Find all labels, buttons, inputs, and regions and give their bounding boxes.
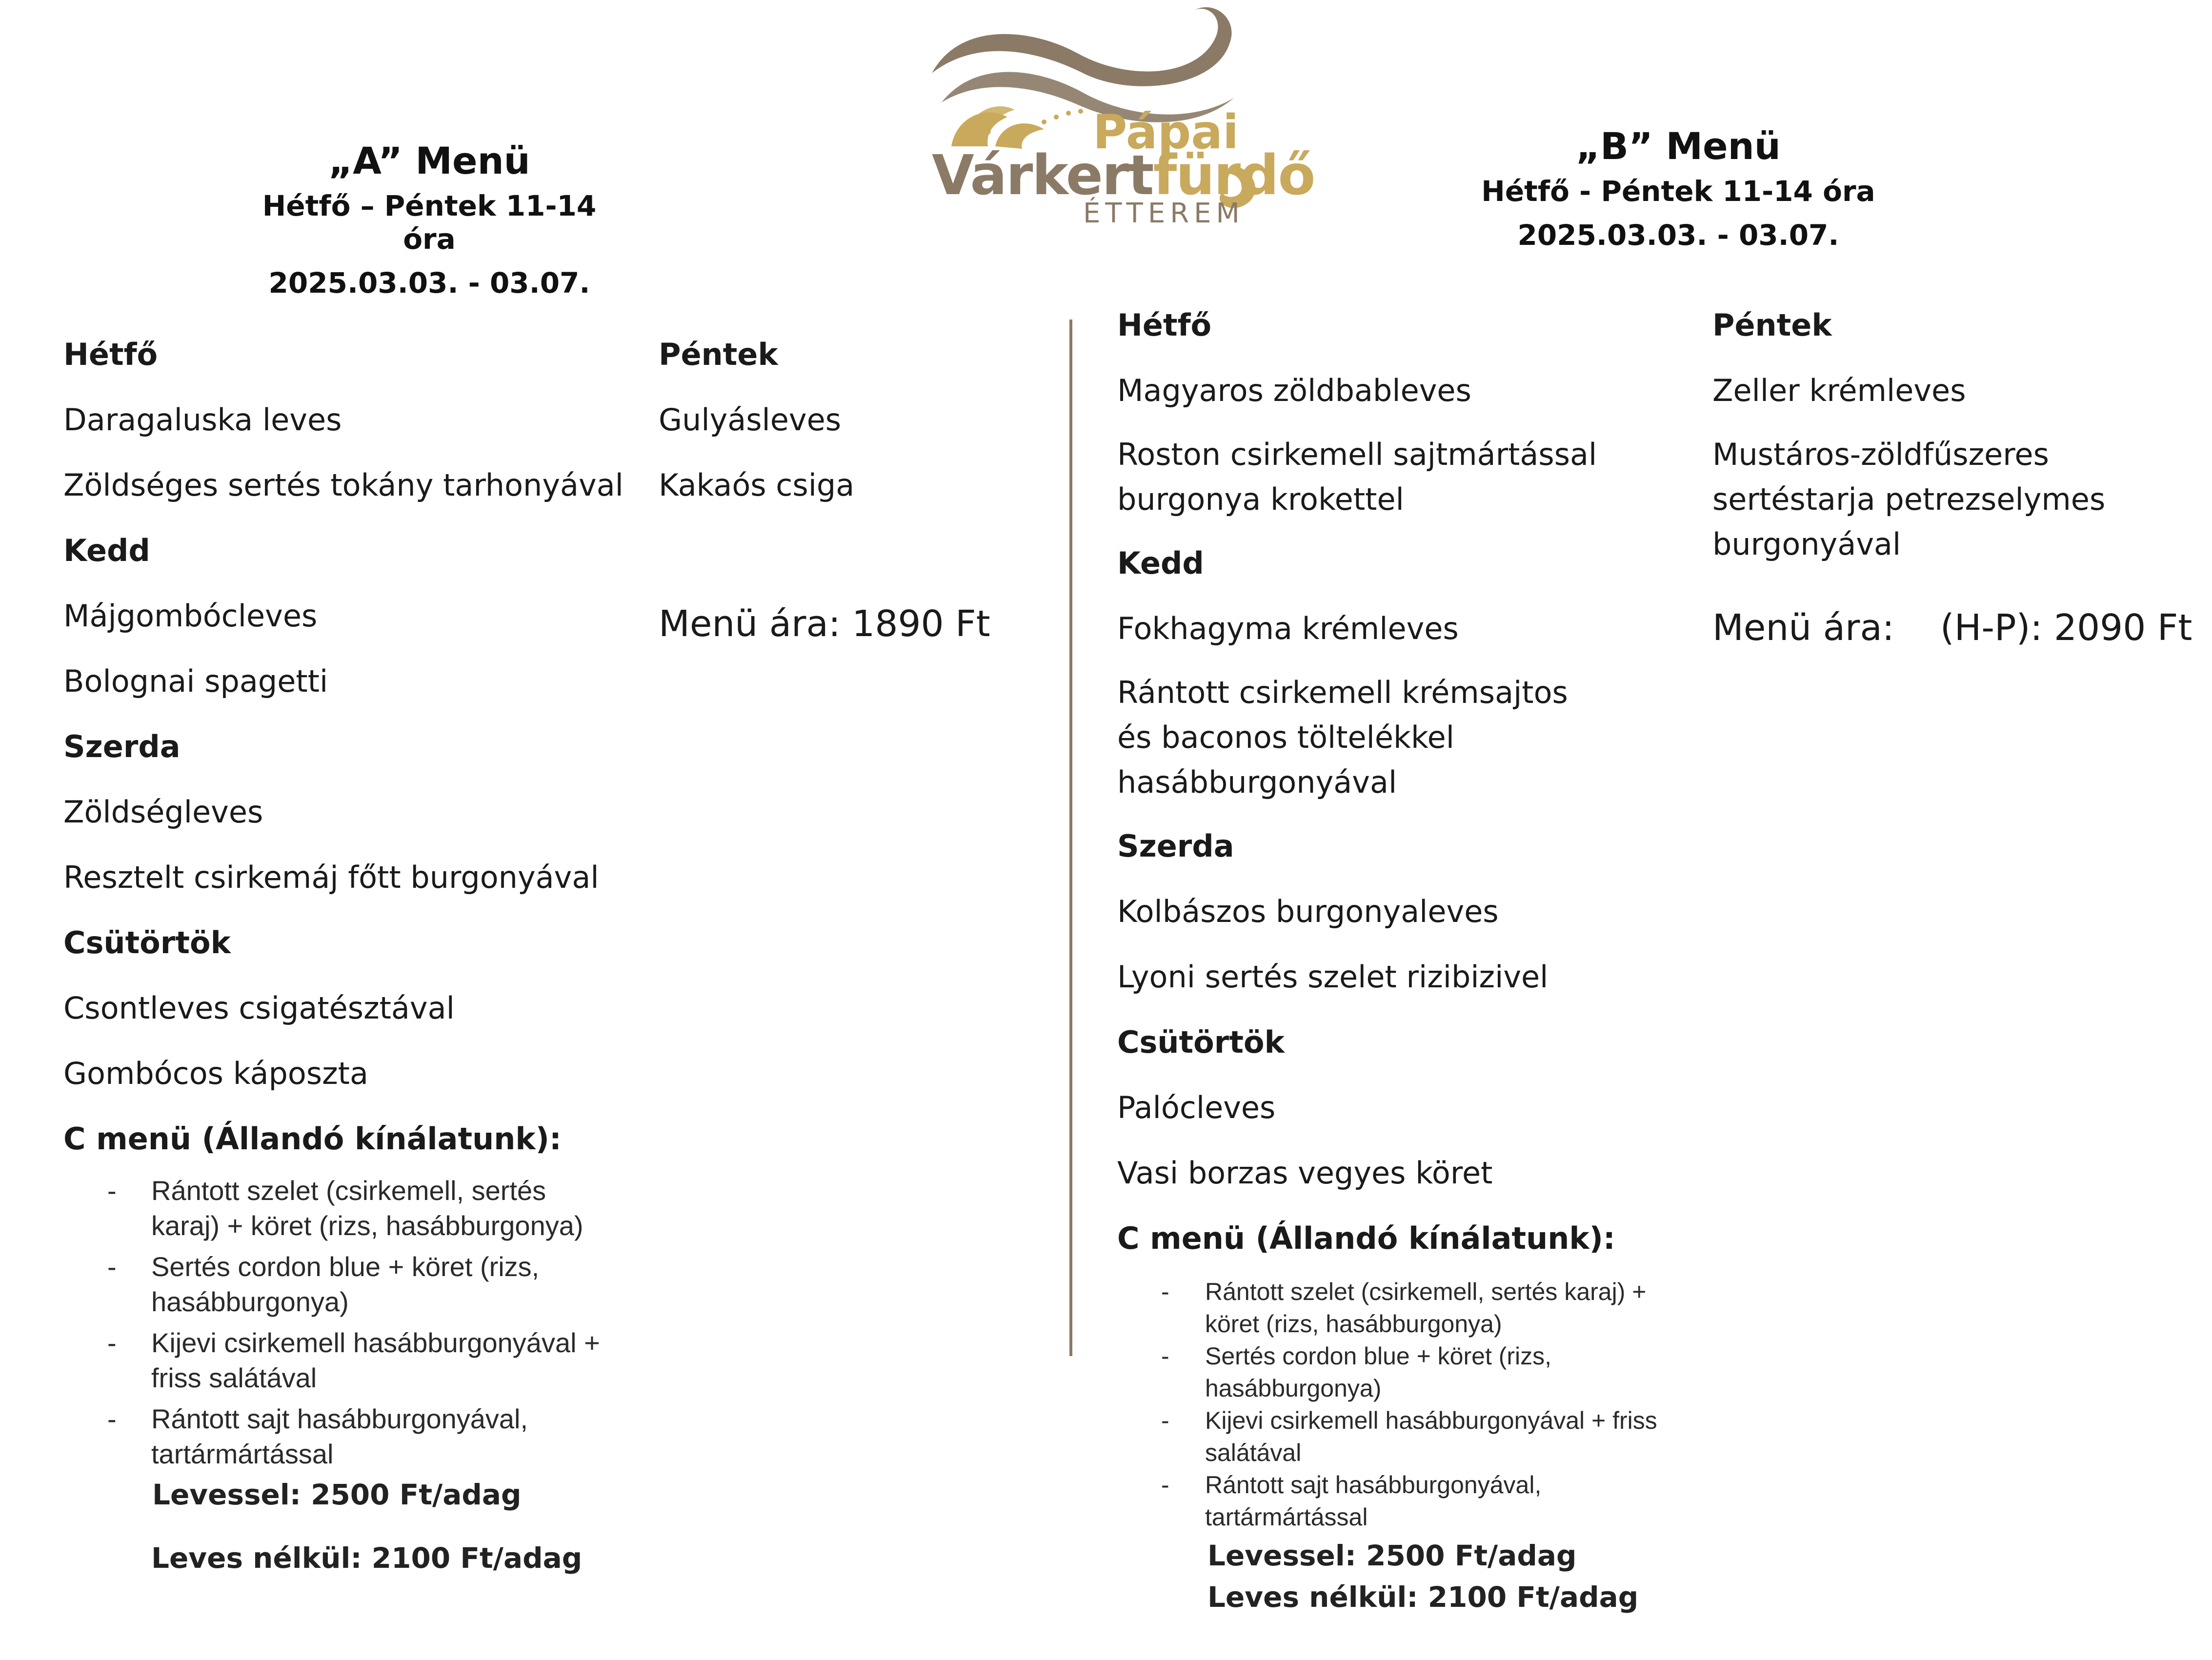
day-heading-monday: Hétfő xyxy=(63,337,158,372)
day-heading-monday: Hétfő xyxy=(1117,307,1212,343)
list-item: - Rántott sajt hasábburgonyával, tartármártással xyxy=(151,1401,615,1472)
menu-item: Zöldségleves xyxy=(63,794,263,830)
menu-a-heading xyxy=(234,139,624,300)
list-item: - Sertés cordon blue + köret (rizs, hasábburgonya) xyxy=(1205,1340,1669,1404)
menu-b-date: 2025.03.03. - 03.07. xyxy=(1517,219,1839,252)
c-menu-heading: C menü (Állandó kínálatunk): xyxy=(63,1121,562,1157)
list-item: - Rántott szelet (csirkemell, sertés karaj) + köret (rizs, hasábburgonya) xyxy=(1205,1276,1669,1340)
menu-a-c-price-with-soup: Levessel: 2500 Ft/adag xyxy=(152,1478,522,1511)
menu-item: Daragaluska leves xyxy=(63,402,342,438)
menu-item: Zeller krémleves xyxy=(1712,373,1966,408)
menu-item: Kolbászos burgonyaleves xyxy=(1117,894,1499,929)
menu-a-subtitle: Hétfő – Péntek 11-14 óra xyxy=(262,189,597,256)
menu-a-c-price-without-soup: Leves nélkül: 2100 Ft/adag xyxy=(151,1541,583,1575)
day-heading-tuesday: Kedd xyxy=(63,533,150,568)
day-heading-tuesday: Kedd xyxy=(1117,545,1204,581)
logo-text-papai: Pápai xyxy=(1093,105,1239,160)
menu-a-days-column xyxy=(63,322,639,1172)
menu-item: Kakaós csiga xyxy=(659,467,855,503)
day-heading-thursday: Csütörtök xyxy=(1117,1024,1285,1060)
day-heading-thursday: Csütörtök xyxy=(63,925,231,960)
menu-item: Fokhagyma krémleves xyxy=(1117,611,1459,646)
menu-b-c-price-with-soup: Levessel: 2500 Ft/adag xyxy=(1207,1539,1577,1572)
menu-b-c-price-without-soup: Leves nélkül: 2100 Ft/adag xyxy=(1207,1580,1639,1614)
list-item: - Sertés cordon blue + köret (rizs, hasábburgonya) xyxy=(151,1249,615,1320)
menu-b-heading xyxy=(1434,124,1922,252)
list-item: - Kijevi csirkemell hasábburgonyával + friss salátával xyxy=(151,1325,615,1396)
menu-a-date: 2025.03.03. - 03.07. xyxy=(268,266,590,300)
menu-a-price: Menü ára: 1890 Ft xyxy=(659,603,990,645)
menu-item: Gulyásleves xyxy=(659,402,842,438)
menu-item: Májgombócleves xyxy=(63,598,318,634)
menu-item: Resztelt csirkemáj főtt burgonyával xyxy=(63,860,599,895)
list-item: - Rántott sajt hasábburgonyával, tartármártással xyxy=(1205,1469,1669,1533)
logo-text-etterem: ÉTTEREM xyxy=(1083,198,1245,229)
menu-item: Lyoni sertés szelet rizibizivel xyxy=(1117,959,1548,995)
day-heading-friday: Péntek xyxy=(659,337,778,372)
menu-b-c-list xyxy=(1205,1276,1669,1533)
menu-b-price: Menü ára: (H-P): 2090 Ft xyxy=(1712,607,2192,649)
menu-item: Zöldséges sertés tokány tarhonyával xyxy=(63,467,623,503)
list-item: - Rántott szelet (csirkemell, sertés karaj) + köret (rizs, hasábburgonya) xyxy=(151,1173,615,1243)
menu-a-title: „A” Menü xyxy=(328,139,530,182)
day-heading-wednesday: Szerda xyxy=(1117,828,1234,864)
menu-a-c-list xyxy=(151,1173,615,1478)
day-heading-wednesday: Szerda xyxy=(63,729,181,764)
menu-item: Roston csirkemell sajtmártással burgonya krokettel xyxy=(1117,437,1597,517)
list-item: - Kijevi csirkemell hasábburgonyával + friss salátával xyxy=(1205,1404,1669,1469)
menu-b-title: „B” Menü xyxy=(1576,124,1781,168)
menu-b-days-column xyxy=(1117,293,1693,1271)
logo-text-varkert: Várkert xyxy=(932,144,1153,207)
menu-item: Csontleves csigatésztával xyxy=(63,990,455,1026)
day-heading-friday: Péntek xyxy=(1712,307,1832,343)
menu-item: Bolognai spagetti xyxy=(63,663,328,699)
menu-item: Gombócos káposzta xyxy=(63,1056,368,1091)
logo-text-furdo: fürdő xyxy=(1153,144,1315,207)
menu-b-friday-column xyxy=(1712,293,2212,660)
column-divider xyxy=(1069,320,1072,1356)
restaurant-logo xyxy=(922,0,1315,229)
menu-item: Rántott csirkemell krémsajtos és baconos töltelékkel hasábburgonyával xyxy=(1117,675,1568,800)
menu-a-friday-column xyxy=(659,322,1039,657)
menu-item: Palócleves xyxy=(1117,1090,1276,1125)
menu-item: Vasi borzas vegyes köret xyxy=(1117,1155,1493,1191)
menu-item: Magyaros zöldbableves xyxy=(1117,373,1471,408)
menu-b-subtitle: Hétfő - Péntek 11-14 óra xyxy=(1481,175,1875,208)
menu-item: Mustáros-zöldfűszeres sertéstarja petrezselymes burgonyával xyxy=(1712,437,2106,562)
c-menu-heading: C menü (Állandó kínálatunk): xyxy=(1117,1220,1615,1256)
